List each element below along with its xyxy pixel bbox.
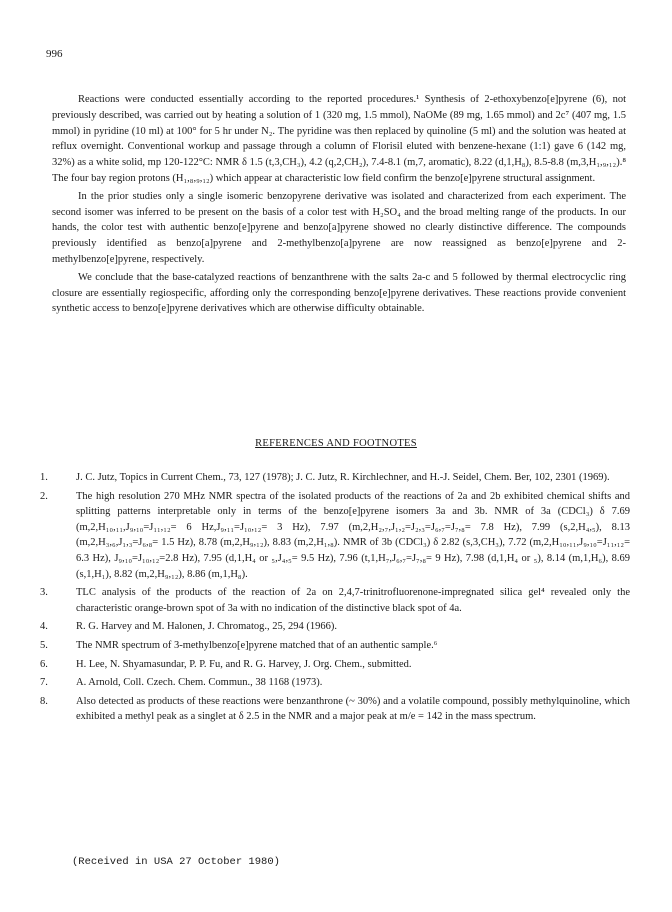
paragraph-synthesis: Reactions were conducted essentially according to the reported procedures.¹ Synthesis of 2-ethoxybenzo[e]pyrene (6), not previously described, was carried out by heating a solution of 1 (320 mg, 1.5 mmol), NaOMe (89 mg, 1.65 mmol) and 2c⁷ (407 mg, 1.5 mmol) in pyridine (10 ml) at 100° for 5 hr under N₂. The pyridine was then replaced by quinoline (5 ml) and the solution was heated at reflux overnight. Conventional workup and passage through a column of Florisil eluted with benzene-hexane (1:1) gave 6 (142 mg, 32%) as a white solid, mp 120-122°C: NMR δ 1.5 (t,3,CH₃), 4.2 (q,2,CH₂), 7.4-8.1 (m,7, aromatic), 8.22 (d,1,H₈), 8.5-8.8 (m,3,H₁,₉,₁₂).⁸ The four bay region protons (H₁,₈,₉,₁₂) which appear at characteristic low field confirm the benzo[e]pyrene structural assignment. (52, 94, 626, 184)
reference-item (40, 585, 630, 616)
reference-item (40, 675, 630, 691)
references-list (40, 470, 630, 728)
body-text (52, 92, 626, 317)
reference-item (40, 638, 630, 654)
reference-number: 3. (40, 587, 48, 599)
reference-item (40, 657, 630, 673)
reference-number: 5. (40, 639, 48, 651)
reference-number: 7. (40, 677, 48, 689)
reference-number: 1. (40, 472, 48, 483)
page-number: 996 (46, 48, 63, 60)
reference-text: TLC analysis of the products of the reaction of 2a on 2,4,7-trinitrofluorenone-impregnated silica gel⁴ revealed only the characteristic orange-brown spot of 3a with no indication of the distinctive black spot of 4a. (76, 587, 630, 614)
reference-item (40, 489, 630, 583)
reference-text: H. Lee, N. Shyamasundar, P. P. Fu, and R. G. Harvey, J. Org. Chem., submitted. (76, 658, 412, 670)
reference-text: R. G. Harvey and M. Halonen, J. Chromatog., 25, 294 (1966). (76, 621, 338, 633)
references-heading: REFERENCES AND FOOTNOTES (255, 438, 417, 449)
reference-text: J. C. Jutz, Topics in Current Chem., 73, 127 (1978); J. C. Jutz, R. Kirchlechner, and H.-J. Seidel, Chem. Ber, 102, 2301 (1969). (76, 472, 610, 483)
reference-item (40, 694, 630, 725)
reference-number: 2. (40, 490, 48, 502)
reference-text: The high resolution 270 MHz NMR spectra of the isolated products of the reactions of 2a and 2b exhibited chemical shifts and splitting patterns interpretable only in terms of the benzo[e]pyrene isomers 3a and 3b. NMR of 3a (CDCl₃) δ 7.69 (m,2,H₁₀,₁₁,J₉,₁₀=J₁₁,₁₂= 6 Hz,J₉,₁₁=J₁₀,₁₂= 3 Hz), 7.97 (m,2,H₂,₇,J₁,₂=J₂,₃=J₆,₇=J₇,₈= 7.8 Hz), 7.99 (s,2,H₄,₅), 8.13 (m,2,H₃,₆,J₁,₃=J₆,₈= 1.5 Hz), 8.78 (m,2,H₉,₁₂), 8.83 (m,2,H₁,₈). NMR of 3b (CDCl₃) δ 2.82 (s,3,CH₃), 7.72 (m,2,H₁₀,₁₁,J₉,₁₀=J₁₁,₁₂= 6.3 Hz), J₉,₁₀=J₁₀,₁₂=2.8 Hz), 7.95 (d,1,H₄ or ₅,J₄,₅= 9.5 Hz), 7.96 (t,1,H₇,J₆,₇=J₇,₈= 9 Hz), 7.98 (d,1,H₄ or ₅), 8.14 (m,1,H₆), 8.69 (s,1,H₁), 8.82 (m,2,H₉,₁₂), 8.86 (m,1,H₈). (76, 490, 630, 580)
paragraph-prior-studies: In the prior studies only a single isomeric benzopyrene derivative was isolated and characterized from each experiment. The second isomer was inferred to be present on the basis of a color test with H₂SO₄ and the broad melting range of the products. In our hands, the color test with authentic benzo[e]pyrene and benzo[a]pyrene showed no clearly distinctive difference. The compounds previously identified as benzo[a]pyrene and 2-methylbenzo[a]pyrene are now reassigned as benzo[e]pyrene and 2-methylbenzo[e]pyrene, respectively. (52, 190, 626, 265)
paragraph-conclusion: We conclude that the base-catalyzed reactions of benzanthrene with the salts 2a-c and 5 followed by thermal electrocyclic ring closure are essentially regiospecific, affording only the corresponding benzo[e]pyrene derivatives. These reactions provide convenient synthetic access to benzo[e]pyrene derivatives which are otherwise difficulty obtainable. (52, 271, 626, 315)
reference-number: 4. (40, 621, 48, 633)
received-date: (Received in USA 27 October 1980) (72, 856, 280, 868)
reference-text: The NMR spectrum of 3-methylbenzo[e]pyrene matched that of an authentic sample.⁶ (76, 639, 438, 651)
reference-text: Also detected as products of these reactions were benzanthrone (~ 30%) and a volatile compound, possibly methylquinoline, which exhibited a methyl peak as a singlet at δ 2.5 in the NMR and a major peak at m/e = 142 in the mass spectrum. (76, 695, 630, 723)
reference-item (40, 619, 630, 635)
reference-item (40, 470, 630, 486)
reference-number: 8. (40, 695, 48, 707)
reference-number: 6. (40, 658, 48, 670)
reference-text: A. Arnold, Coll. Czech. Chem. Commun., 38 1168 (1973). (76, 677, 323, 689)
